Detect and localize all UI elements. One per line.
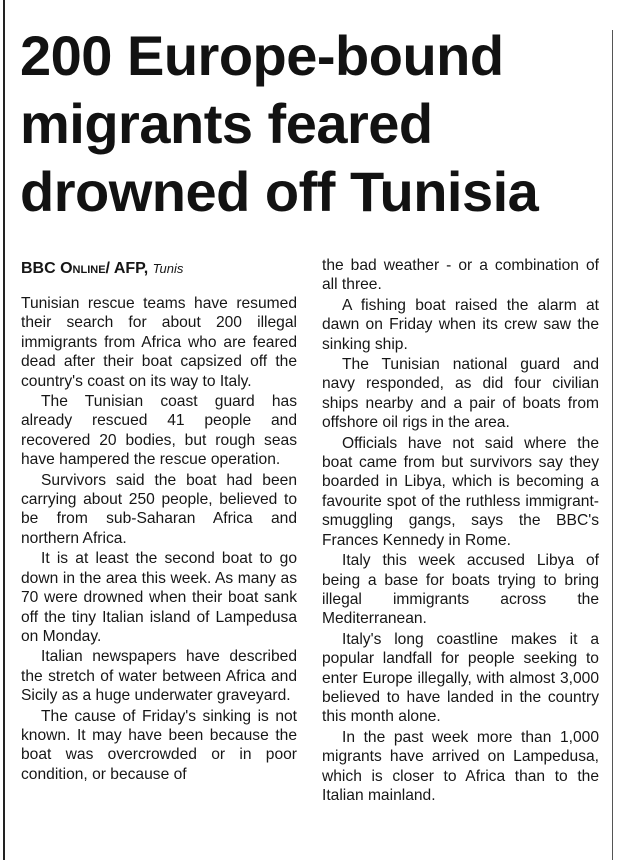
headline-line-1: 200 Europe-bound [20, 24, 504, 87]
byline-location: Tunis [152, 261, 184, 276]
paragraph: Tunisian rescue teams have resumed their search for about 200 illegal immigrants from Africa who are feared dead after their boat capsized off the country's coast on its way to Italy. [21, 295, 297, 390]
paragraph: Italy this week accused Libya of being a base for boats trying to bring illegal immigrants across the Mediterranean. [322, 552, 599, 628]
paragraph: The Tunisian coast guard has already rescued 41 people and recovered 20 bodies, but rough seas have hampered the rescue operation. [21, 393, 297, 469]
byline-source: BBC Online/ AFP, [21, 260, 149, 277]
byline [21, 256, 297, 282]
paragraph: The cause of Friday's sinking is not known. It may have been because the boat was overcrowded or in poor condition, or because of [21, 707, 297, 783]
column-rule-left [3, 0, 5, 860]
headline-line-3: drowned off Tunisia [20, 160, 539, 223]
column-rule-right [612, 30, 613, 860]
paragraph: Italy's long coastline makes it a popular landfall for people seeking to enter Europe illegally, with almost 3,000 believed to have landed in the country this month alone. [322, 630, 599, 726]
paragraph: Officials have not said where the boat came from but survivors say they boarded in Libya, which is becoming a favourite spot of the ruthless immigrant-smuggling gangs, says the BBC's Frances Kennedy in Rome. [322, 434, 599, 549]
paragraph: It is at least the second boat to go down in the area this week. As many as 70 were drowned when their boat sank off the tiny Italian island of Lampedusa on Monday. [21, 550, 297, 645]
paragraph: In the past week more than 1,000 migrants have arrived on Lampedusa, which is closer to Africa than to the Italian mainland. [322, 728, 599, 804]
paragraph: A fishing boat raised the alarm at dawn on Friday when its crew saw the sinking ship. [322, 296, 599, 353]
left-column [21, 256, 297, 784]
headline [20, 22, 600, 226]
paragraph-continued: the bad weather - or a combination of all three. [322, 257, 599, 294]
paragraph: The Tunisian national guard and navy responded, as did four civilian ships nearby and a pair of boats from offshore oil rigs in the area. [322, 356, 599, 432]
paragraph: Survivors said the boat had been carrying about 250 people, believed to be from sub-Saharan Africa and northern Africa. [21, 471, 297, 547]
paragraph: Italian newspapers have described the stretch of water between Africa and Sicily as a huge underwater graveyard. [21, 648, 297, 705]
headline-line-2: migrants feared [20, 92, 433, 155]
right-column [322, 256, 599, 805]
